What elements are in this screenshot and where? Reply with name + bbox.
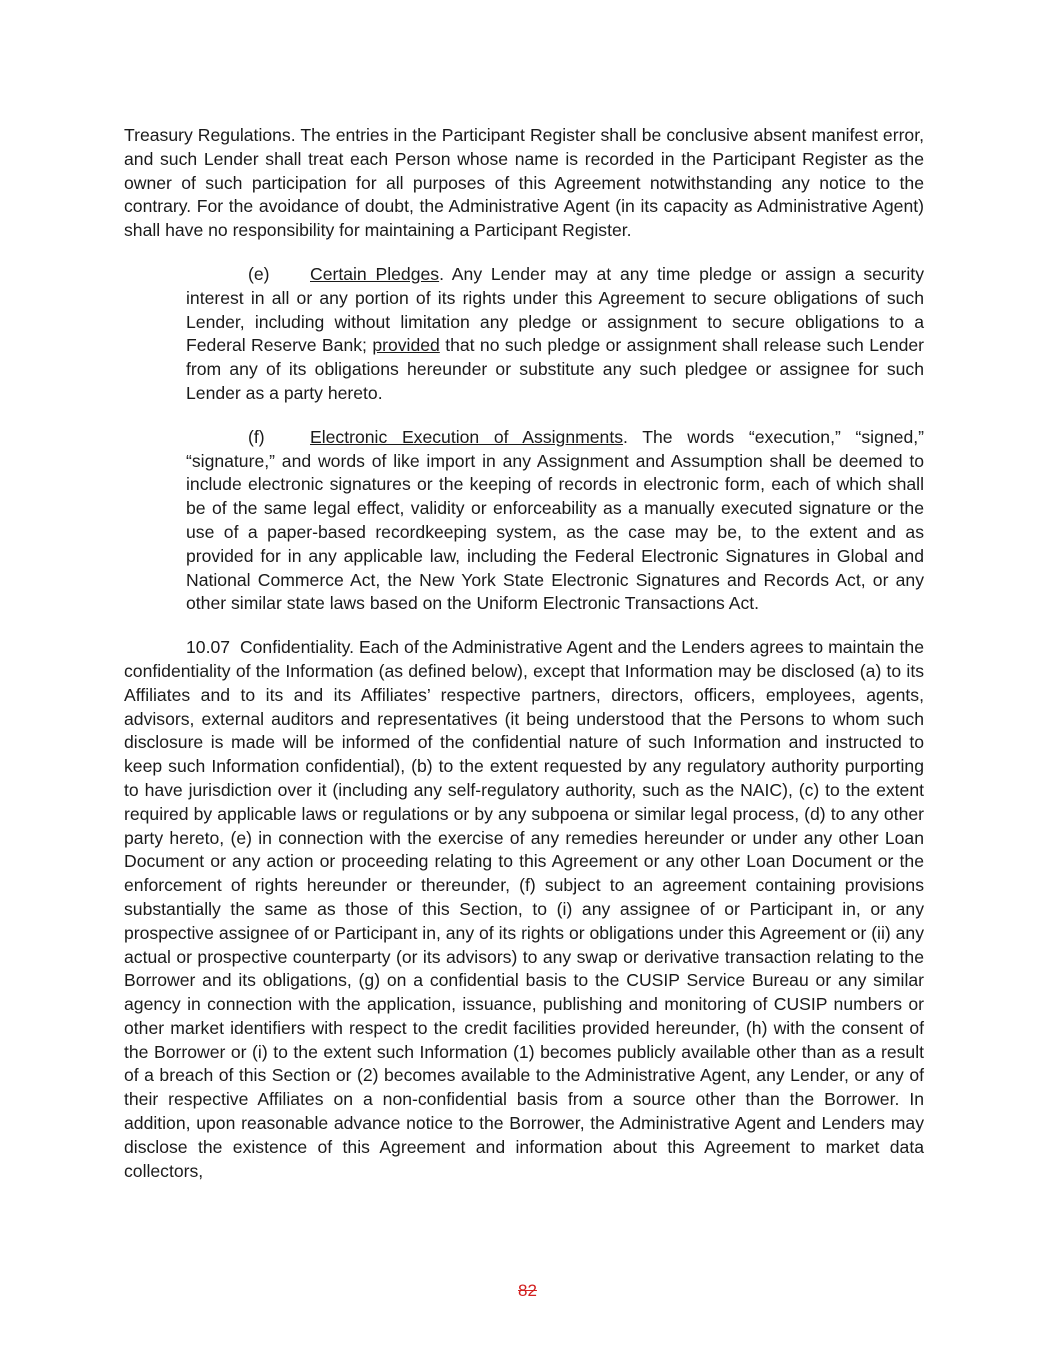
clause-label: (f) (248, 426, 265, 447)
clause-certain-pledges (186, 263, 924, 406)
section-title: Confidentiality (239, 637, 350, 658)
paragraph-participant-register (124, 124, 924, 243)
clause-text: . The words “execution,” “signed,” “signature,” and words of like import in any Assignment and Assumption shall be deemed to include electronic signatures or the keeping of records in electronic form, each of which shall be of the same legal effect, validity or enforceability as a manually executed signature or the use of a paper-based recordkeeping system, as the case may be, to the extent and as provided for in any applicable law, including the Federal Electronic Signatures in Global and National Commerce Act, the New York State Electronic Signatures and Records Act, or any other similar state laws based on the Uniform Electronic Transactions Act. (186, 426, 924, 614)
clause-electronic-execution (186, 426, 924, 616)
page-number: 82 (518, 1281, 537, 1300)
section-text: . Each of the Administrative Agent and the Lenders agrees to maintain the confidentiality of the Information (as defined below), except that Information may be disclosed (a) to its Affiliates and to its and its Affiliates’ respective partners, directors, officers, employees, agents, advisors, external auditors and representatives (it being understood that the Persons to whom such disclosure is made will be informed of the confidential nature of such Information and instructed to keep such Information confidential), (b) to the extent requested by any regulatory authority purporting to have jurisdiction over it (including any self-regulatory authority, such as the NAIC), (c) to the extent required by applicable laws or regulations or by any subpoena or similar legal process, (d) to any other party hereto, (e) in connection with the exercise of any remedies hereunder or under any other Loan Document or any action or proceeding relating to this Agreement or any other Loan Document or the enforcement of rights hereunder or thereunder, (f) subject to an agreement containing provisions substantially the same as those of this Section, to (i) any assignee of or Participant in, or any prospective assignee of or Participant in, any of its rights or obligations under this Agreement or (ii) any actual or prospective counterparty (or its advisors) to any swap or derivative transaction relating to the Borrower and its obligations, (g) on a confidential basis to the CUSIP Service Bureau or any similar agency in connection with the application, issuance, publishing and monitoring of CUSIP numbers or other market identifiers with respect to the credit facilities provided hereunder, (h) with the consent of the Borrower or (i) to the extent such Information (1) becomes publicly available other than as a result of a breach of this Section or (2) becomes available to the Administrative Agent, any Lender, or any of their respective Affiliates on a non-confidential basis from a source other than the Borrower. In addition, upon reasonable advance notice to the Borrower, the Administrative Agent and Lenders may disclose the existence of this Agreement and information about this Agreement to market data collectors, (124, 637, 924, 1181)
clause-title: Electronic Execution of Assignments (310, 426, 624, 447)
section-confidentiality (124, 636, 924, 1183)
clause-label: (e) (248, 263, 270, 284)
paragraph-text: Treasury Regulations. The entries in the Participant Register shall be conclusive absent manifest error, and such Lender shall treat each Person whose name is recorded in the Participant Register as the owner of such participation for all purposes of this Agreement notwithstanding any notice to the contrary. For the avoidance of doubt, the Administrative Agent (in its capacity as Administrative Agent) shall have no responsibility for maintaining a Participant Register. (124, 125, 924, 241)
clause-text: . Any Lender may at any time pledge or assign a security interest in all or any portion of its rights under this Agreement to secure obligations of such Lender, including without limitation any pledge or assignment to secure obligations to a Federal Reserve Bank; (186, 263, 924, 356)
clause-title: Certain Pledges (310, 263, 440, 284)
clause-text-continued: that no such pledge or assignment shall release such Lender from any of its obligations hereunder or substitute any such pledgee or assignee for such Lender as a party hereto. (186, 335, 924, 403)
provided-term: provided (372, 335, 440, 356)
document-page (124, 124, 924, 1183)
section-number: 10.07 (186, 637, 231, 658)
